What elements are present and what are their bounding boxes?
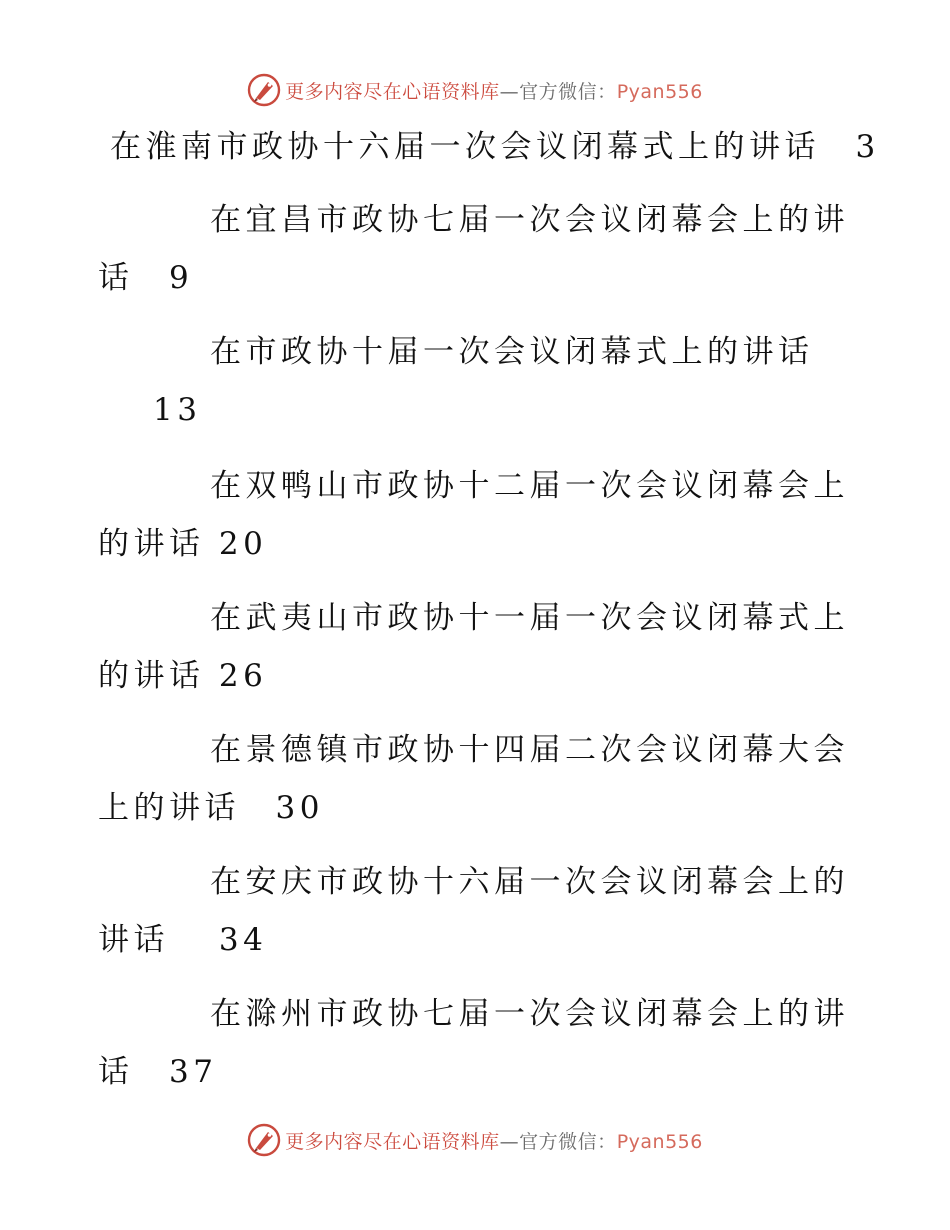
toc-entry-7-line-1: 在安庆市政协十六届一次会议闭幕会上的: [210, 864, 849, 900]
toc-entry-2-line-2: 话 9: [98, 260, 194, 296]
toc-entry-1-line-1: 在淮南市政协十六届一次会议闭幕式上的讲话 3: [110, 129, 880, 165]
toc-entry-8-line-1: 在滁州市政协七届一次会议闭幕会上的讲: [210, 996, 849, 1032]
toc-entry-4-line-1: 在双鸭山市政协十二届一次会议闭幕会上: [210, 468, 849, 504]
toc-entry-5-line-2: 的讲话 26: [98, 658, 268, 694]
footer-banner: [0, 1120, 950, 1160]
banner-wechat-label: 官方微信：: [519, 1130, 617, 1153]
toc-entry-3-line-2: 13: [153, 392, 202, 428]
banner-dash: —: [499, 1130, 520, 1153]
toc-entry-5-line-1: 在武夷山市政协十一届一次会议闭幕式上: [210, 600, 849, 636]
toc-entry-6-line-2: 上的讲话 30: [98, 790, 324, 826]
toc-entry-4-line-2: 的讲话 20: [98, 526, 268, 562]
banner-caption: [285, 1127, 703, 1154]
toc-entry-7-line-2: 讲话 34: [98, 922, 268, 958]
banner-wechat-id: Pyan556: [616, 1130, 703, 1153]
toc-entry-8-line-2: 话 37: [98, 1054, 218, 1090]
banner-brand: 更多内容尽在心语资料库: [285, 80, 500, 103]
pen-logo-icon: [247, 1123, 281, 1157]
banner-dash: —: [499, 80, 520, 103]
toc-entry-3-line-1: 在市政协十届一次会议闭幕式上的讲话: [210, 334, 814, 370]
toc-entry-2-line-1: 在宜昌市政协七届一次会议闭幕会上的讲: [210, 202, 849, 238]
banner-wechat-label: 官方微信：: [519, 80, 617, 103]
toc-entry-6-line-1: 在景德镇市政协十四届二次会议闭幕大会: [210, 732, 849, 768]
banner-wechat-id: Pyan556: [616, 80, 703, 103]
banner-brand: 更多内容尽在心语资料库: [285, 1130, 500, 1153]
